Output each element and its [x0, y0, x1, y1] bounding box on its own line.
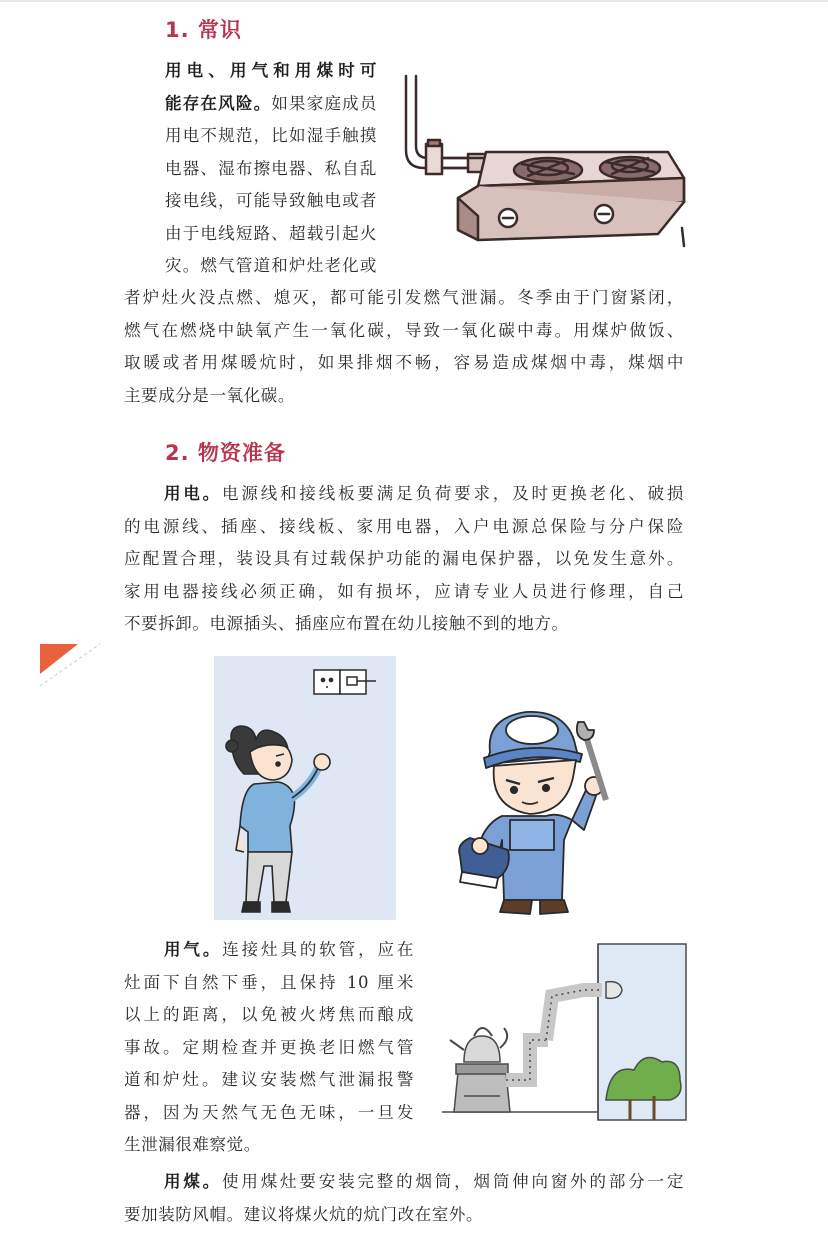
text-line: 器，因为天然气无色无味，一旦发: [124, 1102, 414, 1122]
text-line: 家用电器接线必须正确，如有损坏，应请专业人员进行修理，自己: [124, 581, 684, 601]
gas-stove-icon: [398, 68, 690, 252]
section-1-wide-text: [124, 282, 684, 412]
corner-decoration-icon: [40, 640, 110, 690]
text-line: 以上的距离，以免被火烤焦而酿成: [124, 1005, 414, 1024]
electric-paragraph: [124, 478, 684, 641]
text-line: 生泄漏很难察觉。: [124, 1135, 261, 1154]
electric-bold: 用电。: [164, 484, 223, 503]
text-line: 接电线，可能导致触电或者: [165, 191, 377, 210]
worker-with-wrench-icon: [446, 700, 622, 920]
text-line: 连接灶具的软管，应在: [222, 940, 414, 959]
text-line: 燃气在燃烧中缺氧产生一氧化碳，导致一氧化碳中毒。用煤炉做饭、: [124, 320, 684, 340]
section-2-heading: 2. 物资准备: [165, 441, 286, 465]
coal-bold: 用煤。: [164, 1172, 223, 1191]
text-line: 电源线和接线板要满足负荷要求，及时更换老化、破损: [222, 484, 684, 503]
text-line: 不要拆卸。电源插头、插座应布置在幼儿接触不到的地方。: [124, 614, 569, 633]
coal-paragraph: [124, 1166, 684, 1231]
text-line: 电器、湿布擦电器、私自乱: [165, 158, 377, 178]
text-line: 灶面下自然下垂，且保持 10 厘米: [124, 972, 414, 992]
coal-stove-chimney-icon: [434, 940, 690, 1124]
text-line: 事故。定期检查并更换老旧燃气管: [124, 1037, 414, 1057]
text-line: 应配置合理，装设具有过载保护功能的漏电保护器，以免发生意外。: [124, 549, 684, 568]
text-line: 使用煤灶要安装完整的烟筒，烟筒伸向窗外的部分一定: [222, 1172, 684, 1191]
text-line: 灾。燃气管道和炉灶老化或: [165, 256, 377, 275]
top-divider: [0, 0, 828, 2]
text-line: 的电源线、插座、接线板、家用电器，入户电源总保险与分户保险: [124, 516, 684, 536]
text-line: 取暖或者用煤暖炕时，如果排烟不畅，容易造成煤烟中毒，煤烟中: [124, 353, 684, 372]
text-line: 者炉灶火没点燃、熄灭，都可能引发燃气泄漏。冬季由于门窗紧闭，: [124, 288, 684, 307]
section-1-heading: 1. 常识: [165, 18, 242, 42]
text-line: 道和炉灶。建议安装燃气泄漏报警: [124, 1070, 414, 1089]
text-line: 主要成分是一氧化碳。: [124, 385, 295, 405]
text-line: 用电不规范，比如湿手触摸: [165, 126, 377, 145]
section-1-narrow-text: [165, 55, 377, 283]
gas-paragraph: [124, 934, 414, 1162]
line-rest: 如果家庭成员: [271, 93, 377, 113]
girl-touching-socket-icon: [214, 656, 396, 920]
bold-line: 用电、用气和用煤时可: [165, 61, 377, 80]
gas-bold: 用气。: [164, 940, 223, 959]
text-line: 由于电线短路、超载引起火: [165, 223, 377, 243]
text-line: 要加装防风帽。建议将煤火炕的炕门改在室外。: [124, 1204, 484, 1224]
bold-line-2: 能存在风险。: [165, 93, 272, 113]
